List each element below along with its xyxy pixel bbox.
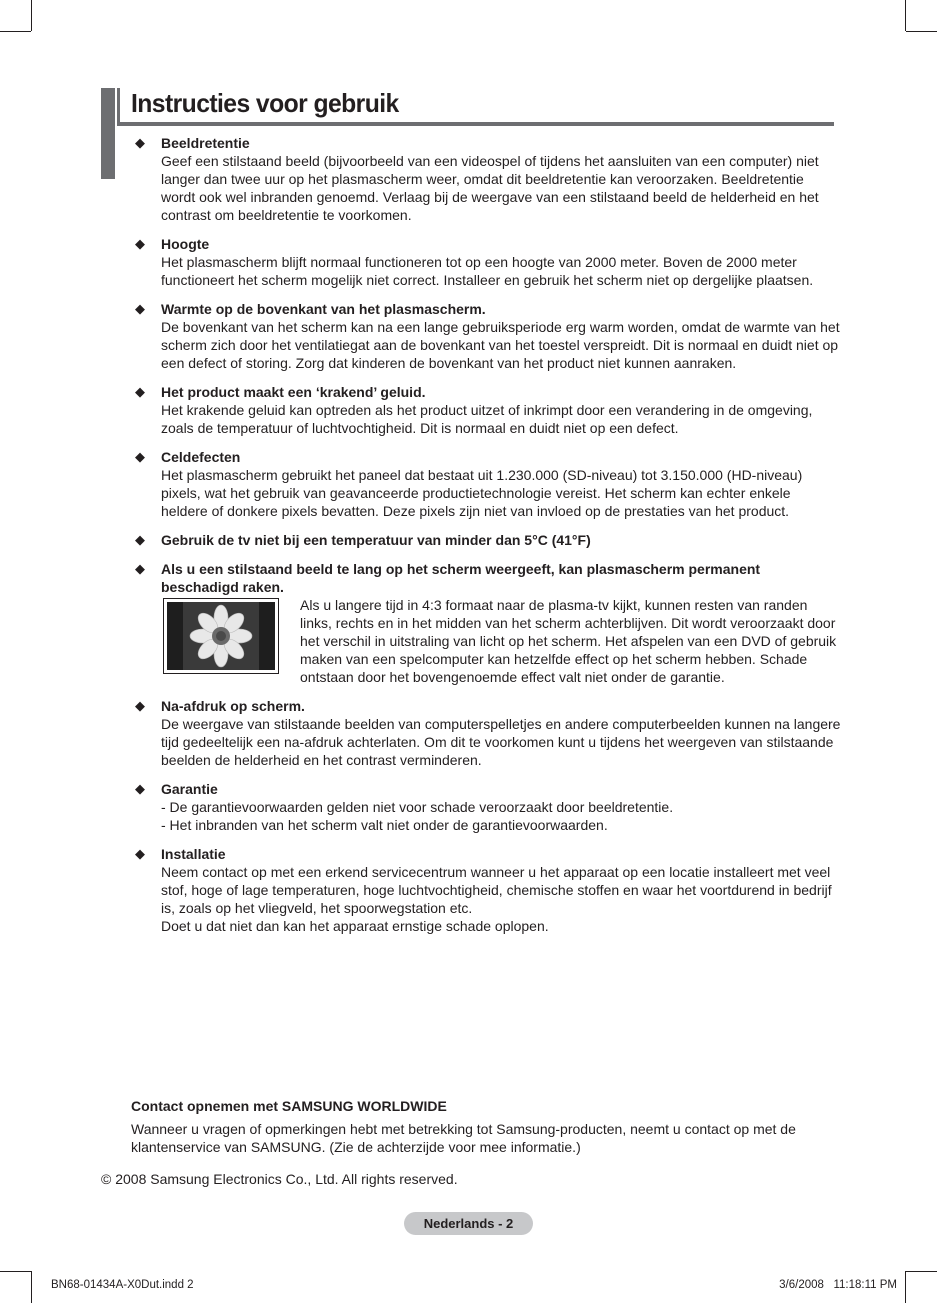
page-title: Instructies voor gebruik [131,88,399,118]
flower-image-icon [167,602,275,670]
burn-in-example-image [163,598,279,674]
item-title: Na-afdruk op scherm. [161,698,305,714]
item-body: Geef een stilstaand beeld (bijvoorbeeld van een videospel of tijdens het aansluiten van een computer) niet langer dan twee uur op het plasmascherm weer, omdat dit beeldretentie kan veroorzaken. Beeldretentie wordt ook wel inbranden genoemd. Verlaag bij de weergave van een stilstaand beeld de helderheid en het contrast om beeldretentie te voorkomen. [161,153,819,223]
crop-mark [906,31,937,32]
item-title: Garantie [161,781,218,797]
diamond-bullet-icon: ◆ [135,449,145,464]
item-title: Warmte op de bovenkant van het plasmascherm. [161,301,486,317]
title-underline [117,122,834,126]
list-item [131,235,841,289]
crop-mark [31,0,32,31]
item-title: Als u een stilstaand beeld te lang op het scherm weergeeft, kan plasmascherm permanent beschadigd raken. [161,561,761,595]
crop-mark [906,1271,937,1272]
print-file-name: BN68-01434A-X0Dut.indd 2 [51,1279,194,1291]
item-title: Celdefecten [161,449,241,465]
item-body: Als u langere tijd in 4:3 formaat naar de plasma-tv kijkt, kunnen resten van randen links, rechts en in het midden van het scherm achterblijven. Dit wordt veroorzaakt door het verschil in uitstraling van licht op het scherm. Het afspelen van een DVD of gebruik maken van een spelcomputer kan hetzelfde effect op het scherm hebben. Schade ontstaan door het bovengenoemde effect valt niet onder de garantie. [300,597,837,685]
diamond-bullet-icon: ◆ [135,532,145,547]
print-timestamp: 3/6/2008 11:18:11 PM [779,1279,897,1291]
item-body: De bovenkant van het scherm kan na een lange gebruiksperiode erg warm worden, omdat de warmte van het scherm zich door het ventilatiegat aan de bovenkant van het toestel verspreidt. Dit is normaal en duidt niet op een defect of storing. Zorg dat kinderen de bovenkant van het product niet kunnen aanraken. [161,319,840,371]
item-body-with-image [161,596,841,686]
diamond-bullet-icon: ◆ [135,698,145,713]
contact-section [131,1097,841,1156]
crop-mark [905,1271,906,1303]
item-title: Het product maakt een ‘krakend’ geluid. [161,384,426,400]
copyright-notice: © 2008 Samsung Electronics Co., Ltd. All rights reserved. [101,1171,458,1187]
item-body: Het plasmascherm gebruikt het paneel dat bestaat uit 1.230.000 (SD-niveau) tot 3.150.000 (HD-niveau) pixels, wat het gebruik van geavanceerde productietechnologie vereist. Het scherm kan echter enkele heldere of donkere pixels bevatten. Deze pixels zijn niet van invloed op de prestaties van het product. [161,467,803,519]
crop-mark [0,1271,31,1272]
crop-mark [31,1271,32,1303]
diamond-bullet-icon: ◆ [135,846,145,861]
diamond-bullet-icon: ◆ [135,561,145,576]
list-item [131,300,841,372]
instructions-list [131,134,841,946]
item-body: Neem contact op met een erkend servicecentrum wanneer u het apparaat op een locatie installeert met veel stof, hoge of lage temperaturen, hoge luchtvochtigheid, chemische stoffen en waar het voortdurend in bedrijf is, zoals op het vliegveld, het spoorwegstation etc. Doet u dat niet dan kan het apparaat ernstige schade oplopen. [161,864,832,934]
title-accent-bar-thin [117,88,120,124]
item-title: Hoogte [161,236,210,252]
list-item [131,448,841,520]
list-item [131,697,841,769]
diamond-bullet-icon: ◆ [135,384,145,399]
diamond-bullet-icon: ◆ [135,135,145,150]
crop-mark [905,0,906,31]
list-item [131,560,841,686]
crop-mark [0,31,31,32]
page-number-badge: Nederlands - 2 [404,1212,533,1235]
contact-body: Wanneer u vragen of opmerkingen hebt met betrekking tot Samsung-producten, neemt u contact op met de klantenservice van SAMSUNG. (Zie de achterzijde voor mee informatie.) [131,1121,796,1155]
list-item [131,531,841,549]
list-item [131,134,841,224]
item-title: Installatie [161,846,226,862]
item-body: Het plasmascherm blijft normaal functioneren tot op een hoogte van 2000 meter. Boven de 2000 meter functioneert het scherm mogelijk niet correct. Installeer en gebruik het scherm niet op dergelijke plaatsen. [161,254,814,288]
diamond-bullet-icon: ◆ [135,301,145,316]
contact-title: Contact opnemen met SAMSUNG WORLDWIDE [131,1098,447,1114]
item-title: Beeldretentie [161,135,250,151]
diamond-bullet-icon: ◆ [135,781,145,796]
item-body: De weergave van stilstaande beelden van computerspelletjes en andere computerbeelden kunnen na langere tijd gedeeltelijk een na-afdruk achterlaten. Om dit te voorkomen kunt u tijdens het weergeven van stilstaande beelden de helderheid en het contrast verminderen. [161,716,841,768]
item-body: - De garantievoorwaarden gelden niet voor schade veroorzaakt door beeldretentie. - Het inbranden van het scherm valt niet onder de garantievoorwaarden. [161,799,674,833]
diamond-bullet-icon: ◆ [135,236,145,251]
item-body: Het krakende geluid kan optreden als het product uitzet of inkrimpt door een verandering in de omgeving, zoals de temperatuur of luchtvochtigheid. Dit is normaal en duidt niet op een defect. [161,402,813,436]
list-item [131,780,841,834]
list-item [131,845,841,935]
list-item [131,383,841,437]
item-title: Gebruik de tv niet bij een temperatuur van minder dan 5°C (41°F) [161,532,591,548]
title-accent-bar [101,88,115,179]
